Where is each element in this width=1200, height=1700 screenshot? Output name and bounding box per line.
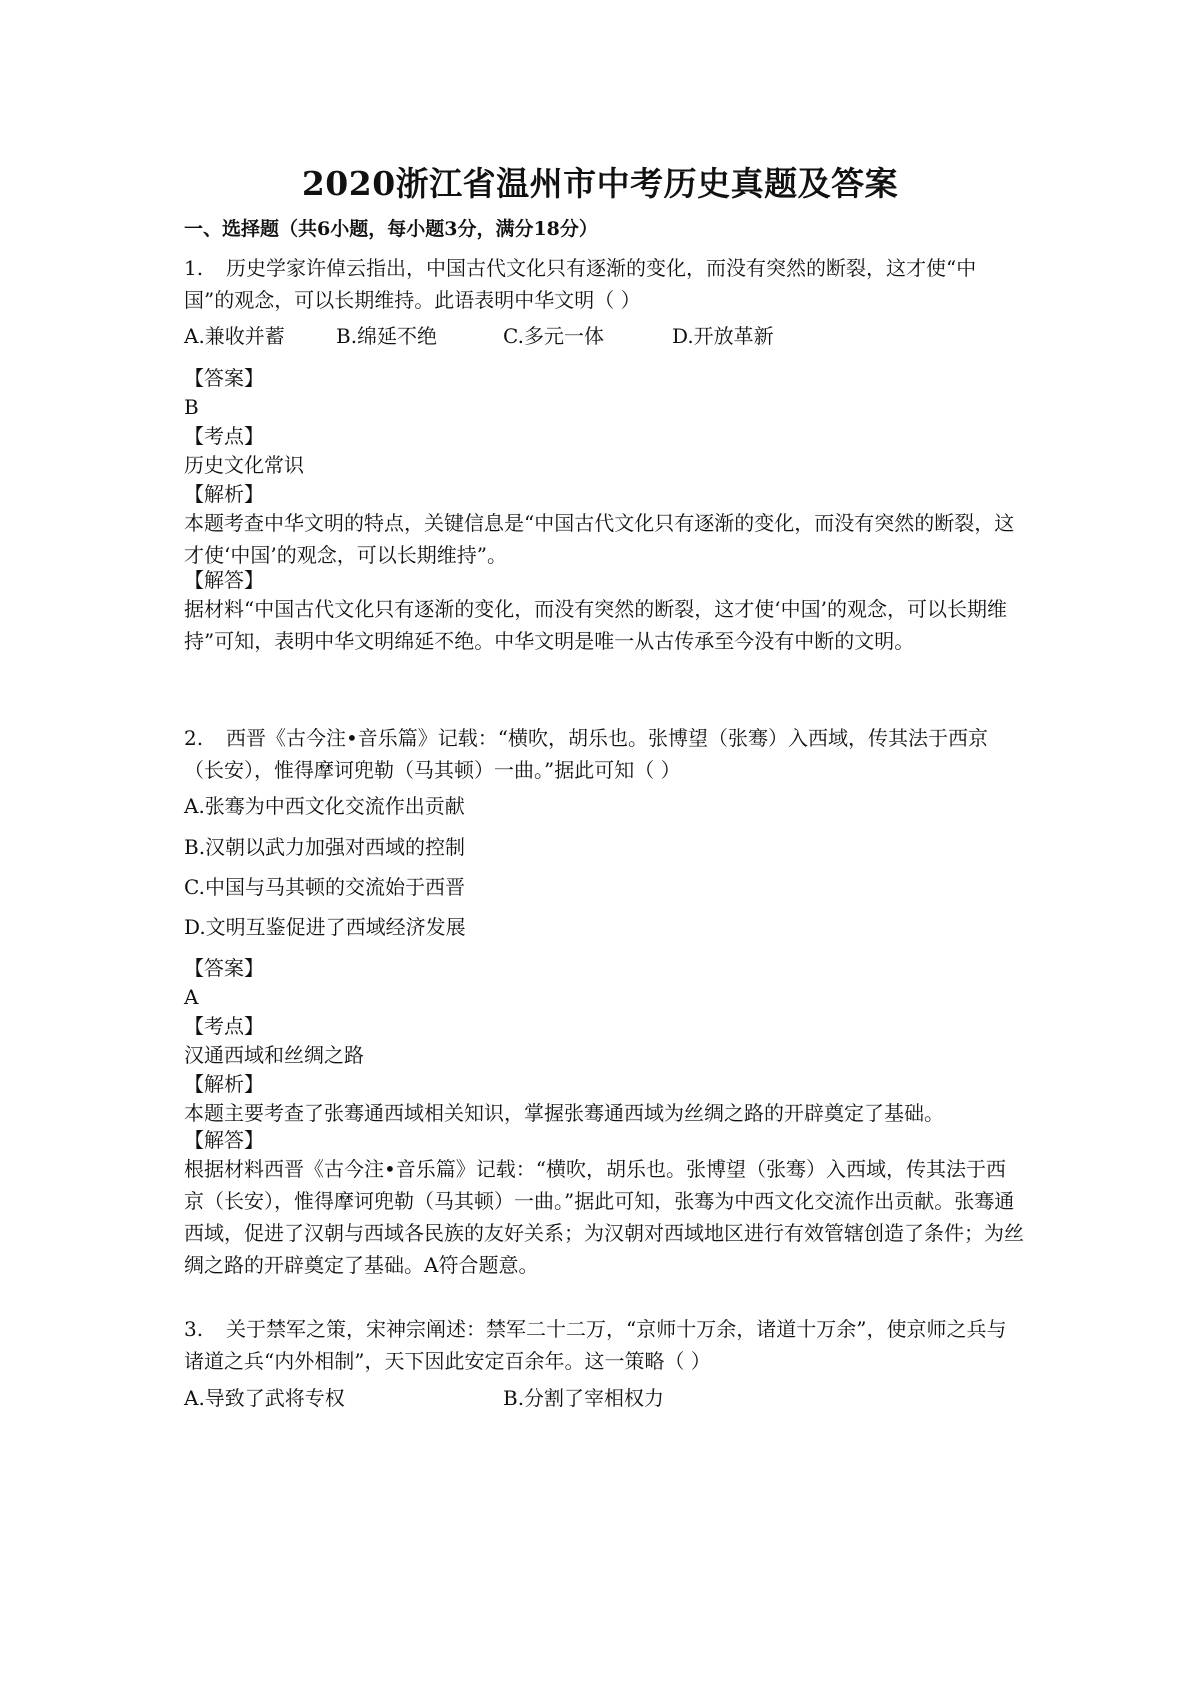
question-2-option-a: A.张骞为中西文化交流作出贡献	[184, 794, 465, 818]
question-1-solution-label: 【解答】	[184, 568, 264, 592]
question-2-solution-label: 【解答】	[184, 1128, 264, 1152]
question-2-option-c: C.中国与马其顿的交流始于西晋	[184, 875, 465, 899]
question-1-text: 历史学家许倬云指出，中国古代文化只有逐渐的变化，而没有突然的断裂，这才使“中国”的观念，可以长期维持。此语表明中华文明（ ）	[184, 256, 977, 312]
question-1-option-a: A.兼收并蓄	[184, 324, 285, 348]
question-1-option-b: B.绵延不绝	[336, 324, 438, 348]
question-3-text: 关于禁军之策，宋神宗阐述：禁军二十二万，“京师十万余，诸道十万余”，使京师之兵与诸道之兵“内外相制”，天下因此安定百余年。这一策略（ ）	[184, 1317, 1007, 1373]
question-1-option-c: C.多元一体	[503, 324, 604, 348]
question-2-point: 汉通西域和丝绸之路	[184, 1043, 364, 1067]
question-1-analysis-label: 【解析】	[184, 482, 264, 506]
question-2-number: 2.	[184, 726, 204, 750]
question-1-analysis: 本题考查中华文明的特点，关键信息是“中国古代文化只有逐渐的变化，而没有突然的断裂，这才使‘中国’的观念，可以长期维持”。	[184, 511, 1015, 567]
question-1-answer-label: 【答案】	[184, 366, 264, 390]
page-title: 2020浙江省温州市中考历史真题及答案	[301, 164, 899, 203]
question-2-analysis-label: 【解析】	[184, 1072, 264, 1096]
question-2-analysis: 本题主要考查了张骞通西域相关知识，掌握张骞通西域为丝绸之路的开辟奠定了基础。	[184, 1101, 944, 1125]
question-1-stem	[184, 252, 1026, 316]
question-1-number: 1.	[184, 256, 204, 280]
question-2-text: 西晋《古今注•音乐篇》记载：“横吹，胡乐也。张博望（张骞）入西域，传其法于西京（长安），惟得摩诃兜勒（马其顿）一曲。”据此可知（ ）	[184, 726, 989, 782]
question-3-option-b: B.分割了宰相权力	[503, 1386, 665, 1410]
section-heading: 一、选择题（共6小题，每小题3分，满分18分）	[184, 218, 598, 240]
question-3-number: 3.	[184, 1317, 204, 1341]
question-3-stem	[184, 1313, 1026, 1377]
question-3-option-a: A.导致了武将专权	[184, 1386, 345, 1410]
question-1-answer: B	[184, 395, 199, 419]
question-2-solution: 根据材料西晋《古今注•音乐篇》记载：“横吹，胡乐也。张博望（张骞）入西域，传其法于西京（长安），惟得摩诃兜勒（马其顿）一曲。”据此可知，张骞为中西文化交流作出贡献。张骞通西域，促进了汉朝与西域各民族的友好关系；为汉朝对西域地区进行有效管辖创造了条件；为丝绸之路的开辟奠定了基础。A符合题意。	[184, 1157, 1024, 1277]
question-2-stem	[184, 722, 1026, 786]
question-1-option-d: D.开放革新	[672, 324, 774, 348]
question-1-solution: 据材料“中国古代文化只有逐渐的变化，而没有突然的断裂，这才使‘中国’的观念，可以长期维持”可知，表明中华文明绵延不绝。中华文明是唯一从古传承至今没有中断的文明。	[184, 597, 1007, 653]
question-1-point-label: 【考点】	[184, 424, 264, 448]
question-2-answer-label: 【答案】	[184, 956, 264, 980]
question-2-point-label: 【考点】	[184, 1014, 264, 1038]
question-2-option-d: D.文明互鉴促进了西域经济发展	[184, 915, 466, 939]
question-2-option-b: B.汉朝以武力加强对西域的控制	[184, 835, 466, 859]
question-1-point: 历史文化常识	[184, 453, 304, 477]
question-2-answer: A	[184, 985, 199, 1009]
